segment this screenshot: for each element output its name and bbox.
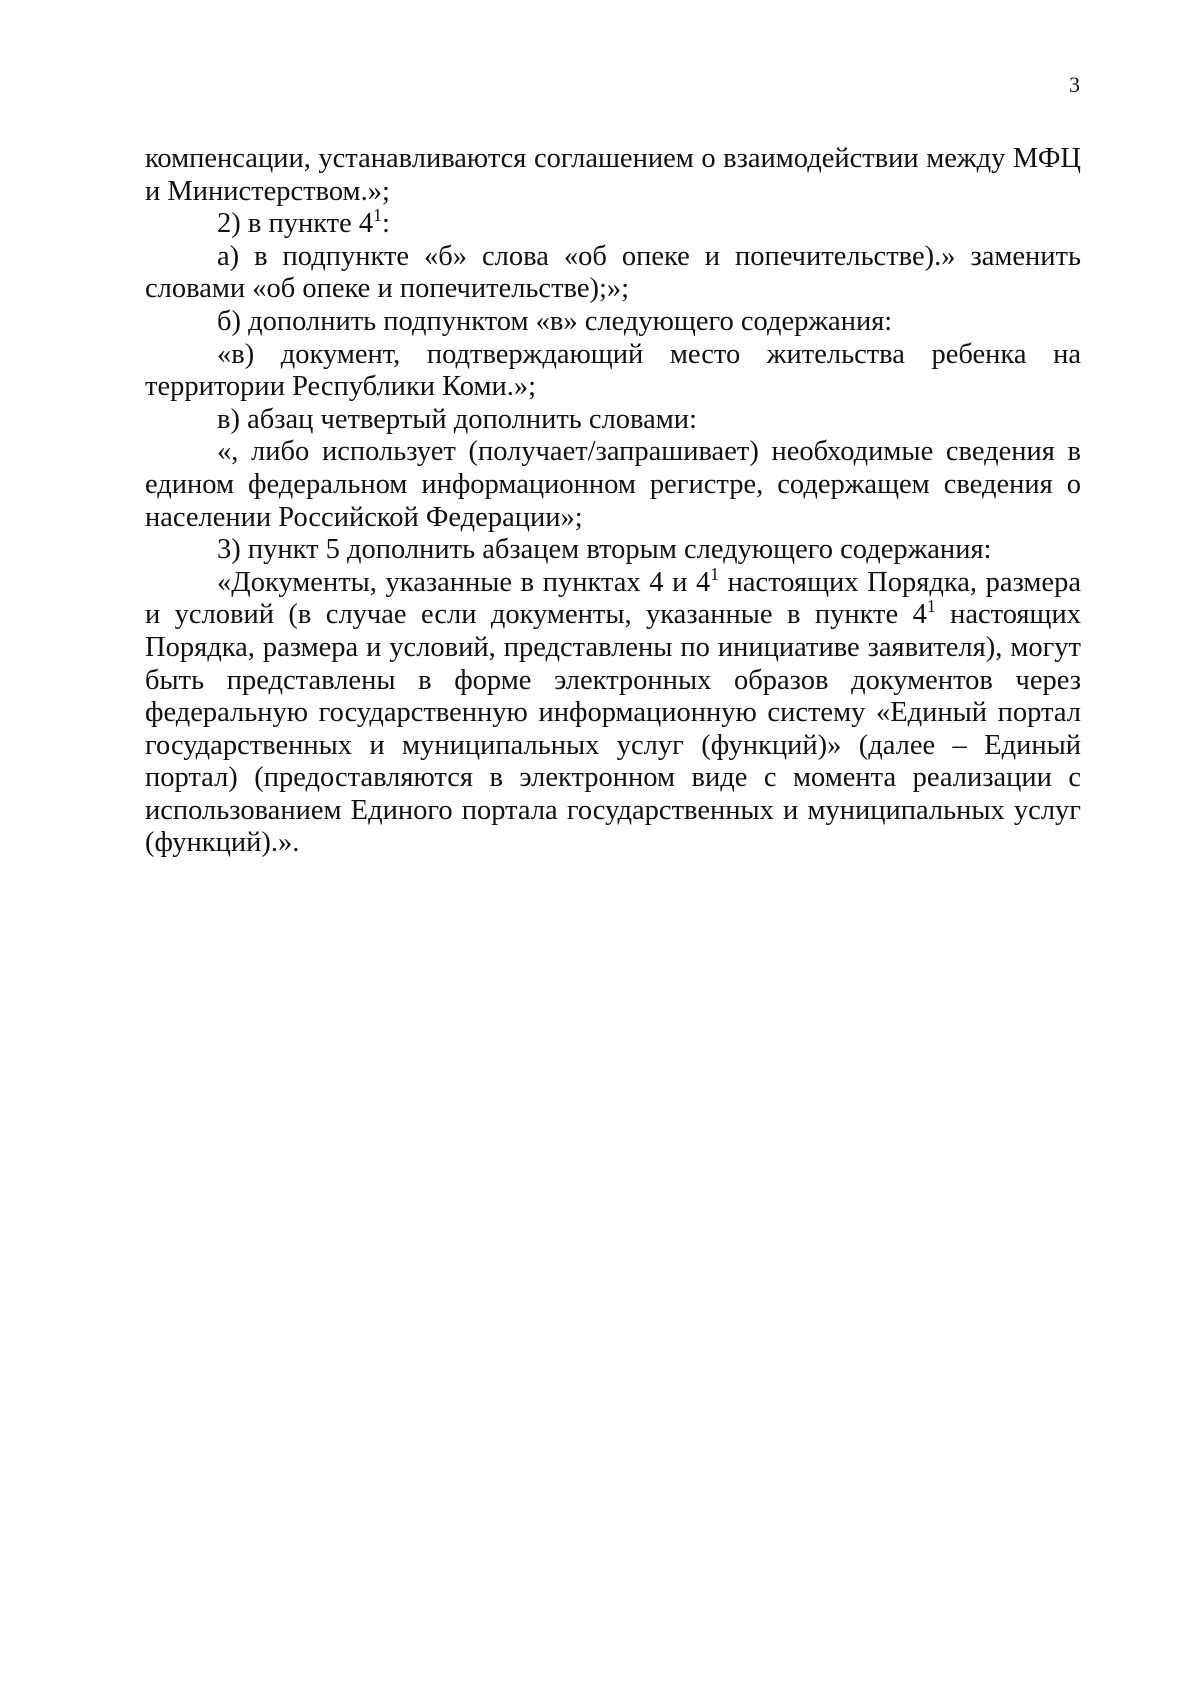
paragraph-text: настоящих Порядка, размера и условий, представлены по инициативе заявителя), могут быть представлены в форме электронных образов документов через федеральную государственную информационную систему «Единый портал государственных и муниципальных услуг (функций)» (далее – Единый портал) (предоставляются в электронном виде с момента реализации с использованием Единого портала государственных и муниципальных услуг (функций).». bbox=[145, 599, 1081, 859]
paragraph-subitem-v: в) абзац четвертый дополнить словами: bbox=[217, 403, 697, 435]
paragraph-subitem-a: а) в подпункте «б» слова «об опеке и попечительстве).» заменить словами «об опеке и попечительстве);»; bbox=[145, 240, 1081, 305]
superscript-index: 1 bbox=[926, 596, 936, 617]
paragraph-text: настоящих Порядка, размера и условий (в случае если документы, указанные в пункте 4 bbox=[145, 566, 1081, 631]
paragraph-continuation: компенсации, устанавливаются соглашением о взаимодействии между МФЦ и Министерством.»; bbox=[145, 143, 1081, 207]
paragraph-quote-documents bbox=[145, 563, 1081, 860]
paragraph-item-2 bbox=[145, 205, 1081, 241]
document-body bbox=[145, 143, 1081, 860]
paragraph-quote-register: «, либо использует (получает/запрашивает) необходимые сведения в едином федеральном информационном регистре, содержащем сведения о населении Российской Федерации»; bbox=[145, 436, 1081, 533]
paragraph-subitem-b: б) дополнить подпунктом «в» следующего содержания: bbox=[217, 305, 893, 337]
paragraph-quote-v: «в) документ, подтверждающий место жительства ребенка на территории Республики Коми.»; bbox=[145, 338, 1081, 403]
paragraph-text: : bbox=[381, 208, 390, 240]
paragraph-item-3: 3) пункт 5 дополнить абзацем вторым следующего содержания: bbox=[217, 534, 992, 566]
superscript-index: 1 bbox=[373, 205, 382, 226]
superscript-index: 1 bbox=[710, 563, 720, 584]
page-number: 3 bbox=[1069, 72, 1080, 97]
paragraph-text: «Документы, указанные в пунктах 4 и 4 bbox=[217, 566, 711, 598]
paragraph-text: 2) в пункте 4 bbox=[217, 208, 374, 240]
